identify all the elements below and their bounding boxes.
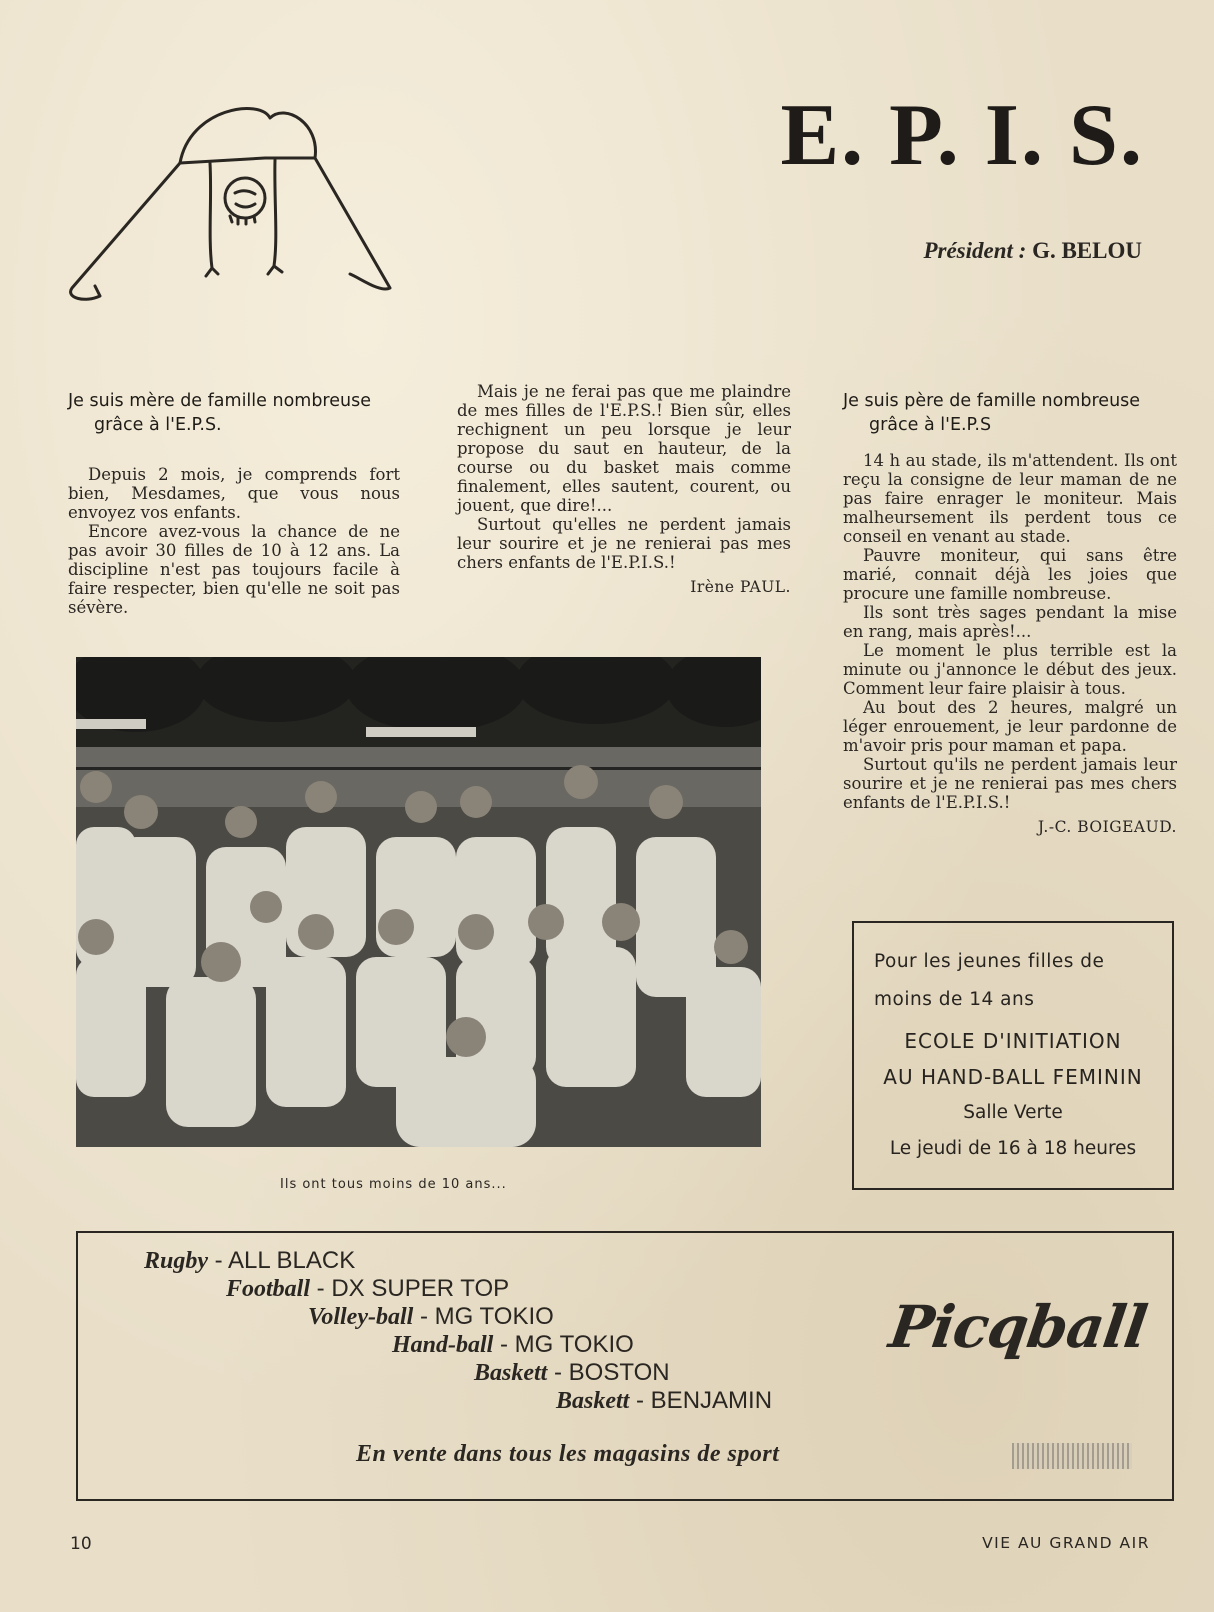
paragraph: Ils sont très sages pendant la mise en rang, mais après!... <box>843 603 1177 641</box>
article-father-heading <box>843 389 1177 437</box>
ad-model: DX SUPER TOP <box>331 1275 510 1302</box>
ad-product-line: Volley-ball - MG TOKIO <box>308 1303 554 1330</box>
ad-tagline: En vente dans tous les magasins de sport <box>356 1441 780 1467</box>
notice-line: ECOLE D'INITIATION <box>904 1029 1122 1053</box>
photo-image <box>76 657 761 1147</box>
article-mother-column1 <box>68 389 400 617</box>
ad-product-line: Baskett - BOSTON <box>474 1359 670 1386</box>
ad-sport: Baskett <box>474 1360 548 1386</box>
article-mother-heading <box>68 389 400 437</box>
paragraph: Au bout des 2 heures, malgré un léger enrouement, je leur pardonne de m'avoir pris pour maman et papa. <box>843 698 1177 755</box>
article-mother-column2 <box>457 382 791 597</box>
paragraph: Surtout qu'ils ne perdent jamais leur sourire et je ne renierai pas mes chers enfants de l'E.P.I.S.! <box>843 755 1177 812</box>
notice-line: Le jeudi de 16 à 18 heures <box>889 1138 1137 1159</box>
stamp-mark <box>1012 1443 1132 1469</box>
ad-sport: Baskett <box>556 1388 630 1414</box>
notice-school <box>854 1023 1172 1167</box>
brand-logo: Picqball <box>885 1293 1151 1361</box>
heading-line: grâce à l'E.P.S <box>869 415 992 435</box>
ad-product-line: Hand-ball - MG TOKIO <box>392 1331 634 1358</box>
heading-line: Je suis père de famille nombreuse <box>843 391 1141 411</box>
ad-model: ALL BLACK <box>228 1247 356 1274</box>
ad-product-line: Baskett - BENJAMIN <box>556 1387 773 1414</box>
ad-sport: Hand-ball <box>392 1332 494 1358</box>
paragraph: Encore avez-vous la chance de ne pas avoir 30 filles de 10 à 12 ans. La discipline n'est pas toujours facile à faire respecter, bien qu'elle ne soit pas sévère. <box>68 522 400 617</box>
gymnast-illustration <box>60 98 400 313</box>
notice-line: Pour les jeunes filles de <box>874 951 1105 972</box>
paragraph: Depuis 2 mois, je comprends fort bien, Mesdames, que vous nous envoyez vos enfants. <box>68 465 400 522</box>
signature: J.-C. BOIGEAUD. <box>1037 818 1177 836</box>
notice-line: moins de 14 ans <box>874 989 1035 1010</box>
page-number: 10 <box>70 1534 92 1554</box>
president-line <box>923 238 1142 264</box>
article-father <box>843 389 1177 837</box>
ad-product-line: Football - DX SUPER TOP <box>226 1275 510 1302</box>
advertisement-box <box>76 1231 1174 1501</box>
group-photo <box>76 657 761 1147</box>
ad-sport: Volley-ball <box>308 1304 414 1330</box>
notice-line: Salle Verte <box>963 1102 1063 1123</box>
president-name: G. BELOU <box>1032 238 1142 263</box>
ad-model: MG TOKIO <box>434 1303 554 1330</box>
ad-sport: Football <box>226 1276 311 1302</box>
notice-line: AU HAND-BALL FEMININ <box>883 1065 1143 1089</box>
paragraph: Surtout qu'elles ne perdent jamais leur sourire et je ne renierai pas mes chers enfants de l'E.P.I.S.! <box>457 515 791 572</box>
ad-product-line: Rugby - ALL BLACK <box>144 1247 356 1274</box>
paragraph: Pauvre moniteur, qui sans être marié, connait déjà les joies que procure une famille nombreuse. <box>843 546 1177 603</box>
paragraph: Mais je ne ferai pas que me plaindre de mes filles de l'E.P.S.! Bien sûr, elles rechignent un peu lorsque je leur propose du saut en hauteur, de la course ou du basket mais comme finalement, elles sautent, courent, ou jouent, que dire!... <box>457 382 791 515</box>
ad-model: BENJAMIN <box>650 1387 773 1414</box>
ad-model: BOSTON <box>568 1359 670 1386</box>
paragraph: 14 h au stade, ils m'attendent. Ils ont reçu la consigne de leur maman de ne pas faire enrager le moniteur. Mais malheursement ils perdent tous ce conseil en venant au stade. <box>843 451 1177 546</box>
notice-box <box>852 921 1174 1190</box>
page-title: E. P. I. S. <box>780 87 1144 184</box>
photo-caption: Ils ont tous moins de 10 ans... <box>280 1177 507 1192</box>
heading-line: grâce à l'E.P.S. <box>94 415 222 435</box>
notice-intro <box>874 943 1172 1019</box>
paragraph: Le moment le plus terrible est la minute ou j'annonce le début des jeux. Comment leur faire plaisir à tous. <box>843 641 1177 698</box>
signature: Irène PAUL. <box>690 578 791 596</box>
magazine-name: VIE AU GRAND AIR <box>982 1534 1150 1552</box>
ad-model: MG TOKIO <box>514 1331 634 1358</box>
heading-line: Je suis mère de famille nombreuse <box>68 391 371 411</box>
ad-sport: Rugby <box>144 1248 209 1274</box>
president-label: Président : <box>923 238 1027 263</box>
